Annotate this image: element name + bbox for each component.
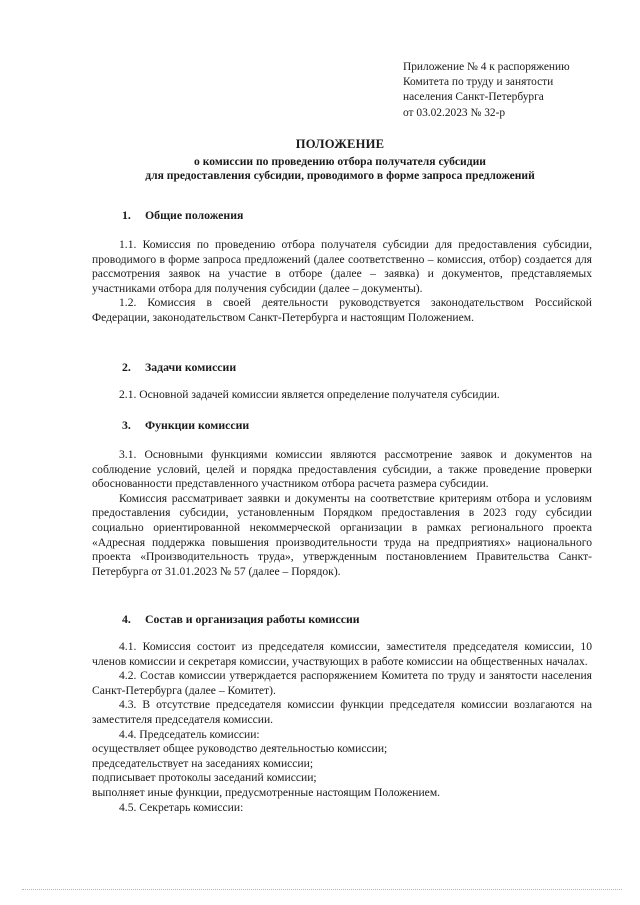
- section-heading: [122, 612, 360, 627]
- section-heading: [122, 418, 249, 433]
- appendix-header: [403, 60, 633, 121]
- footer-divider: [22, 889, 622, 891]
- paragraph: 4.4. Председатель комиссии:: [119, 727, 260, 741]
- paragraph: 4.5. Секретарь комиссии:: [119, 800, 244, 814]
- appendix-line: Комитета по труду и занятости: [403, 76, 554, 89]
- paragraph: 1.2. Комиссия в своей деятельности руководствуется законодательством Российской Федерации, законодательством Санкт-Петербурга и настоящим Положением.: [92, 296, 592, 324]
- document-subtitle: о комиссии по проведению отбора получателя субсидии: [194, 155, 486, 168]
- section-number: 3.: [122, 418, 131, 432]
- section-heading: [122, 360, 236, 375]
- section-title: Общие положения: [145, 208, 244, 222]
- section-number: 1.: [122, 208, 131, 222]
- section-body: [92, 238, 592, 326]
- appendix-line: населения Санкт-Петербурга: [403, 91, 544, 104]
- list-item: подписывает протоколы заседаний комиссии;: [92, 771, 317, 785]
- section-body: [92, 388, 592, 403]
- section-number: 4.: [122, 612, 131, 626]
- list-item: выполняет иные функции, предусмотренные настоящим Положением.: [92, 785, 441, 799]
- section-body: [92, 448, 592, 579]
- list-item: осуществляет общее руководство деятельностью комиссии;: [92, 742, 388, 756]
- section-title: Функции комиссии: [145, 418, 250, 432]
- paragraph: Комиссия рассматривает заявки и документы на соответствие критериям отбора и условиям предоставления субсидии, установленным Порядком предоставления в 2023 году субсидии социально ориентированной некоммерческой организации в рамках регионального проекта «Адресная поддержка повышения производительности труда на предприятиях» национального проекта «Производительность труда», утвержденным постановлением Правительства Санкт-Петербурга от 31.01.2023 № 57 (далее – Порядок).: [92, 491, 592, 578]
- appendix-line: от 03.02.2023 № 32-р: [403, 106, 506, 119]
- section-title: Состав и организация работы комиссии: [145, 612, 360, 626]
- paragraph: 4.1. Комиссия состоит из председателя комиссии, заместителя председателя комиссии, 10 членов комиссии и секретаря комиссии, участвующих в работе комиссии на общественных началах.: [92, 640, 592, 668]
- section-title: Задачи комиссии: [145, 360, 237, 374]
- section-heading: [122, 208, 243, 223]
- section-number: 2.: [122, 360, 131, 374]
- document-subtitle: для предоставления субсидии, проводимого в форме запроса предложений: [145, 169, 535, 182]
- paragraph: 3.1. Основными функциями комиссии являются рассмотрение заявок и документов на соблюдение условий, целей и порядка предоставления субсидии, а также проведение проверки обоснованности представленного участником отбора расчета размера субсидии.: [92, 448, 592, 491]
- document-title: ПОЛОЖЕНИЕ: [295, 137, 385, 151]
- list-item: председательствует на заседаниях комиссии;: [92, 756, 314, 770]
- section-body: [92, 640, 592, 815]
- appendix-line: Приложение № 4 к распоряжению: [403, 61, 570, 73]
- paragraph: 2.1. Основной задачей комиссии является определение получателя субсидии.: [119, 388, 500, 401]
- paragraph: 4.2. Состав комиссии утверждается распоряжением Комитета по труду и занятости населения Санкт-Петербурга (далее – Комитет).: [92, 669, 592, 697]
- paragraph: 1.1. Комиссия по проведению отбора получателя субсидии для предоставления субсидии, проводимого в форме запроса предложений (далее соответственно – комиссия, отбор) создается для рассмотрения заявок на участие в отборе (далее – заявка) и документов, представляемых участниками отбора для получения субсидии (далее – документы).: [92, 238, 592, 295]
- paragraph: 4.3. В отсутствие председателя комиссии функции председателя комиссии возлагаются на заместителя председателя комиссии.: [92, 698, 592, 726]
